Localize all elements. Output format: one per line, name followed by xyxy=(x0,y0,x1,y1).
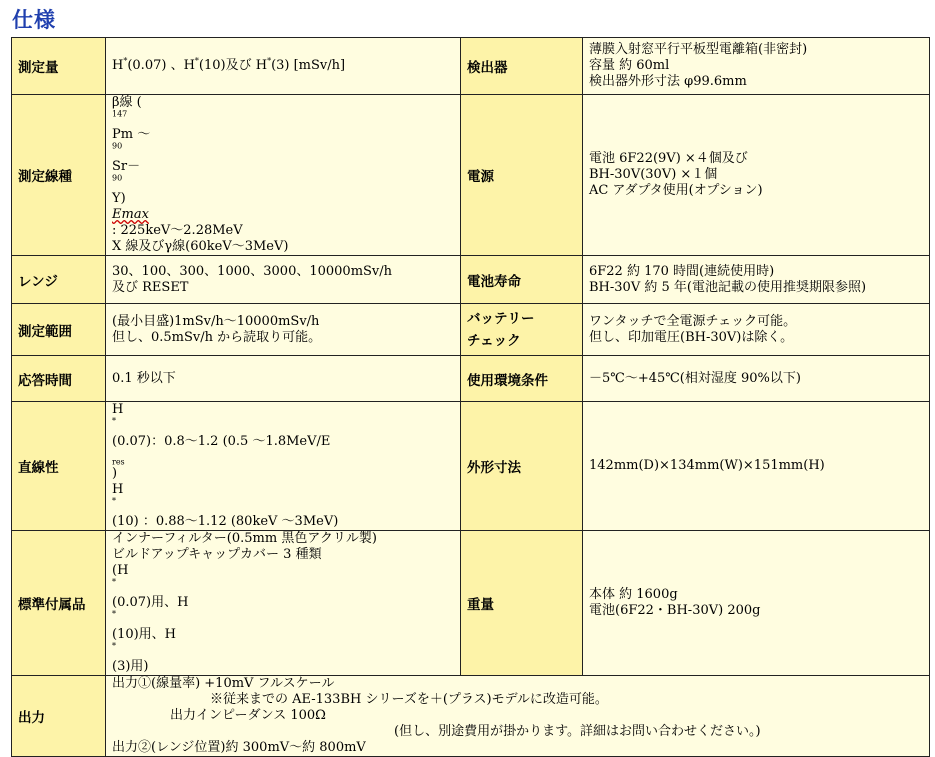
output-1-text: 出力①(線量率) +10mV フルスケール xyxy=(112,676,335,691)
accessory-line: インナーフィルター(0.5mm 黒色アクリル製) xyxy=(112,531,378,546)
measuring-range-line: (最小目盛)1mSv/h～10000mSv/h xyxy=(112,313,320,329)
text-part: (0.07)用、H xyxy=(112,595,189,610)
row-header-weight: 重量 xyxy=(461,531,583,676)
range-line: 30、100、300、1000、3000、10000mSv/h xyxy=(112,263,393,279)
superscript: 90 xyxy=(112,141,123,151)
value-response-time: 0.1 秒以下 xyxy=(106,356,461,402)
row-header-measuring-range: 測定範囲 xyxy=(12,304,106,356)
spec-row-range xyxy=(12,256,930,304)
value-measuring-range xyxy=(106,304,461,356)
text-part: (10) ：0.88～1.12 (80keV ～3MeV) xyxy=(112,514,339,529)
radiation-line: X 線及びγ線(60keV～3MeV) xyxy=(112,239,289,254)
value-weight xyxy=(583,531,930,676)
row-header-linearity: 直線性 xyxy=(12,402,106,531)
weight-line: 電池(6F22・BH-30V) 200g xyxy=(589,603,761,618)
text-part: Sr－ xyxy=(112,159,141,174)
text-part: (0.07)：0.8～1.2 (0.5 ～1.8MeV/E xyxy=(112,434,331,449)
linearity-line xyxy=(112,402,454,482)
linearity-line xyxy=(112,482,454,530)
detector-line: 容量 約 60ml xyxy=(589,58,670,73)
weight-line: 本体 約 1600g xyxy=(589,587,678,602)
superscript: * xyxy=(194,56,199,66)
battery-life-line: BH-30V 約 5 年(電池記載の使用推奨期限参照) xyxy=(589,279,867,295)
measuring-range-line: 但し、0.5mSv/h から読取り可能。 xyxy=(112,329,322,345)
value-battery-check xyxy=(583,304,930,356)
value-environment: －5℃～+45℃(相対湿度 90%以下) xyxy=(583,356,930,402)
output-line xyxy=(112,676,923,708)
spec-row-radiation xyxy=(12,95,930,256)
spec-row-response xyxy=(12,356,930,402)
row-header-power-supply: 電源 xyxy=(461,95,583,256)
text-part: Y) xyxy=(112,191,126,206)
row-header-measurement-quantity: 測定量 xyxy=(12,38,106,95)
row-header-environment: 使用環境条件 xyxy=(461,356,583,402)
radiation-line xyxy=(112,95,454,207)
superscript: * xyxy=(112,641,116,651)
value-battery-life xyxy=(583,256,930,304)
text-part: (0.07) 、H xyxy=(127,58,195,73)
text-part: H xyxy=(112,58,124,73)
superscript: * xyxy=(112,416,116,426)
output-line xyxy=(112,708,923,740)
row-header-response-time: 応答時間 xyxy=(12,356,106,402)
text-part: ) xyxy=(112,466,118,481)
accessory-line xyxy=(112,563,454,675)
value-range xyxy=(106,256,461,304)
battery-check-line: 但し、印加電圧(BH-30V)は除く。 xyxy=(589,329,794,345)
spec-row-measuring-range xyxy=(12,304,930,356)
detector-line: 検出器外形寸法 φ99.6mm xyxy=(589,74,747,89)
row-header-output: 出力 xyxy=(12,676,106,757)
battery-check-header-line: チェック xyxy=(467,332,521,349)
subscript: res xyxy=(112,457,125,467)
superscript: 147 xyxy=(112,109,128,119)
text-part: (10)用、H xyxy=(112,627,177,642)
battery-life-line: 6F22 約 170 時間(連続使用時) xyxy=(589,263,775,279)
value-output xyxy=(106,676,930,757)
value-linearity xyxy=(106,402,461,531)
superscript: * xyxy=(112,496,116,506)
power-line: 電池 6F22(9V) ×４個及び xyxy=(589,151,748,166)
text-part: H xyxy=(112,482,124,497)
battery-check-line: ワンタッチで全電源チェック可能。 xyxy=(589,313,797,329)
range-line: 及び RESET xyxy=(112,279,189,295)
superscript: * xyxy=(112,577,116,587)
power-line: AC アダプタ使用(オプション) xyxy=(589,183,763,198)
row-header-radiation-type: 測定線種 xyxy=(12,95,106,256)
superscript: * xyxy=(267,56,272,66)
output-line: 出力②(レンジ位置)約 300mV～約 800mV xyxy=(112,740,366,755)
text-part: H xyxy=(112,402,124,417)
text-part: (3)用) xyxy=(112,659,149,674)
superscript: * xyxy=(123,56,128,66)
detector-line: 薄膜入射窓平行平板型電離箱(非密封) xyxy=(589,42,808,57)
cost-note: (但し、別途費用が掛かります。詳細はお問い合わせください。) xyxy=(394,724,761,739)
row-header-detector: 検出器 xyxy=(461,38,583,95)
value-accessories xyxy=(106,531,461,676)
retrofit-note: ※従来までの AE-133BH シリーズを＋(プラス)モデルに改造可能。 xyxy=(210,692,608,707)
row-header-accessories: 標準付属品 xyxy=(12,531,106,676)
row-header-dimensions: 外形寸法 xyxy=(461,402,583,531)
text-part: : 225keV～2.28MeV xyxy=(112,223,243,238)
battery-check-header-line: バッテリー xyxy=(467,310,535,327)
row-header-battery-check xyxy=(461,304,583,356)
spec-row-output xyxy=(12,676,930,757)
row-header-battery-life: 電池寿命 xyxy=(461,256,583,304)
accessory-line: ビルドアップキャップカバー 3 種類 xyxy=(112,547,322,562)
emax-label: Emax xyxy=(112,207,149,222)
text-part: (H xyxy=(112,563,129,578)
spec-row-measurement xyxy=(12,38,930,95)
power-line: BH-30V(30V) ×１個 xyxy=(589,167,718,182)
row-header-range: レンジ xyxy=(12,256,106,304)
superscript: 90 xyxy=(112,173,123,183)
value-power-supply xyxy=(583,95,930,256)
text-part: (10)及び H xyxy=(198,58,268,73)
spec-row-accessories xyxy=(12,531,930,676)
value-measurement-quantity xyxy=(106,38,461,95)
text-part: Pm ～ xyxy=(112,127,151,142)
text-part: (3) [mSv/h] xyxy=(271,58,346,73)
page-title: 仕様 xyxy=(12,8,56,32)
value-dimensions: 142mm(D)×134mm(W)×151mm(H) xyxy=(583,402,930,531)
text-part: β線 ( xyxy=(112,95,142,110)
superscript: * xyxy=(112,609,116,619)
value-radiation-type xyxy=(106,95,461,256)
value-detector xyxy=(583,38,930,95)
spec-table xyxy=(11,37,930,757)
radiation-line xyxy=(112,207,454,239)
output-impedance-text: 出力インピーダンス 100Ω xyxy=(170,708,326,723)
spec-row-linearity xyxy=(12,402,930,531)
